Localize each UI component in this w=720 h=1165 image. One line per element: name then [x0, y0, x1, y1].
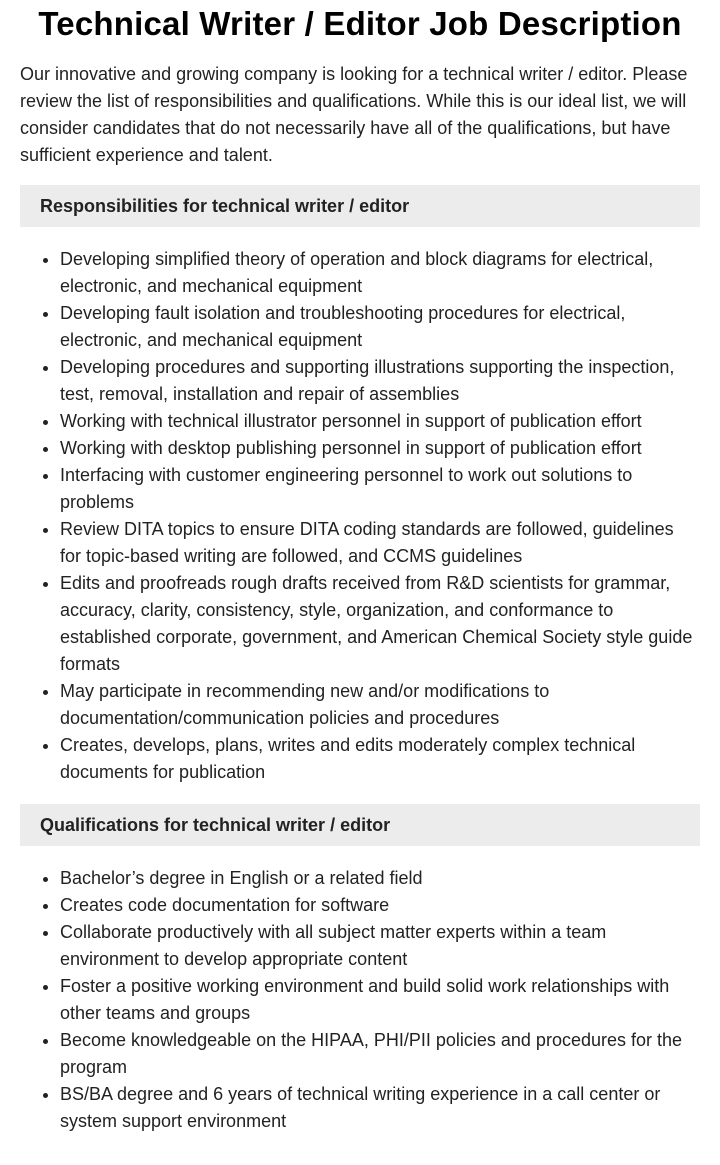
list-item: • BS/BA degree and 6 years of technical writing experience in a call center or system support environment: [60, 1081, 700, 1135]
qualifications-header: Qualifications for technical writer / editor: [20, 804, 700, 846]
list-item: • Review DITA topics to ensure DITA coding standards are followed, guidelines for topic-based writing are followed, and CCMS guidelines: [60, 516, 700, 570]
responsibilities-header: Responsibilities for technical writer / editor: [20, 185, 700, 227]
list-item: • Working with technical illustrator personnel in support of publication effort: [60, 408, 700, 435]
list-item: • Working with desktop publishing personnel in support of publication effort: [60, 435, 700, 462]
list-item: • May participate in recommending new and/or modifications to documentation/communication policies and procedures: [60, 678, 700, 732]
list-item: • Developing simplified theory of operation and block diagrams for electrical, electronic, and mechanical equipment: [60, 246, 700, 300]
list-item: • Interfacing with customer engineering personnel to work out solutions to problems: [60, 462, 700, 516]
list-item: • Developing fault isolation and troubleshooting procedures for electrical, electronic, and mechanical equipment: [60, 300, 700, 354]
list-item: • Collaborate productively with all subject matter experts within a team environment to develop appropriate content: [60, 919, 700, 973]
page-title: Technical Writer / Editor Job Description: [38, 5, 682, 42]
list-item: • Developing procedures and supporting illustrations supporting the inspection, test, removal, installation and repair of assemblies: [60, 354, 700, 408]
list-item: • Creates code documentation for software: [60, 892, 700, 919]
qualifications-list: [20, 865, 700, 1135]
list-item: • Bachelor’s degree in English or a related field: [60, 865, 700, 892]
responsibilities-list: [20, 246, 700, 786]
intro-paragraph: Our innovative and growing company is looking for a technical writer / editor. Please review the list of responsibilities and qualifications. While this is our ideal list, we will consider candidates that do not necessarily have all of the qualifications, but have sufficient experience and talent.: [20, 64, 688, 165]
list-item: • Become knowledgeable on the HIPAA, PHI/PII policies and procedures for the program: [60, 1027, 700, 1081]
list-item: • Edits and proofreads rough drafts received from R&D scientists for grammar, accuracy, clarity, consistency, style, organization, and conformance to established corporate, government, and American Chemical Society style guide formats: [60, 570, 700, 678]
list-item: • Foster a positive working environment and build solid work relationships with other teams and groups: [60, 973, 700, 1027]
list-item: • Creates, develops, plans, writes and edits moderately complex technical documents for publication: [60, 732, 700, 786]
